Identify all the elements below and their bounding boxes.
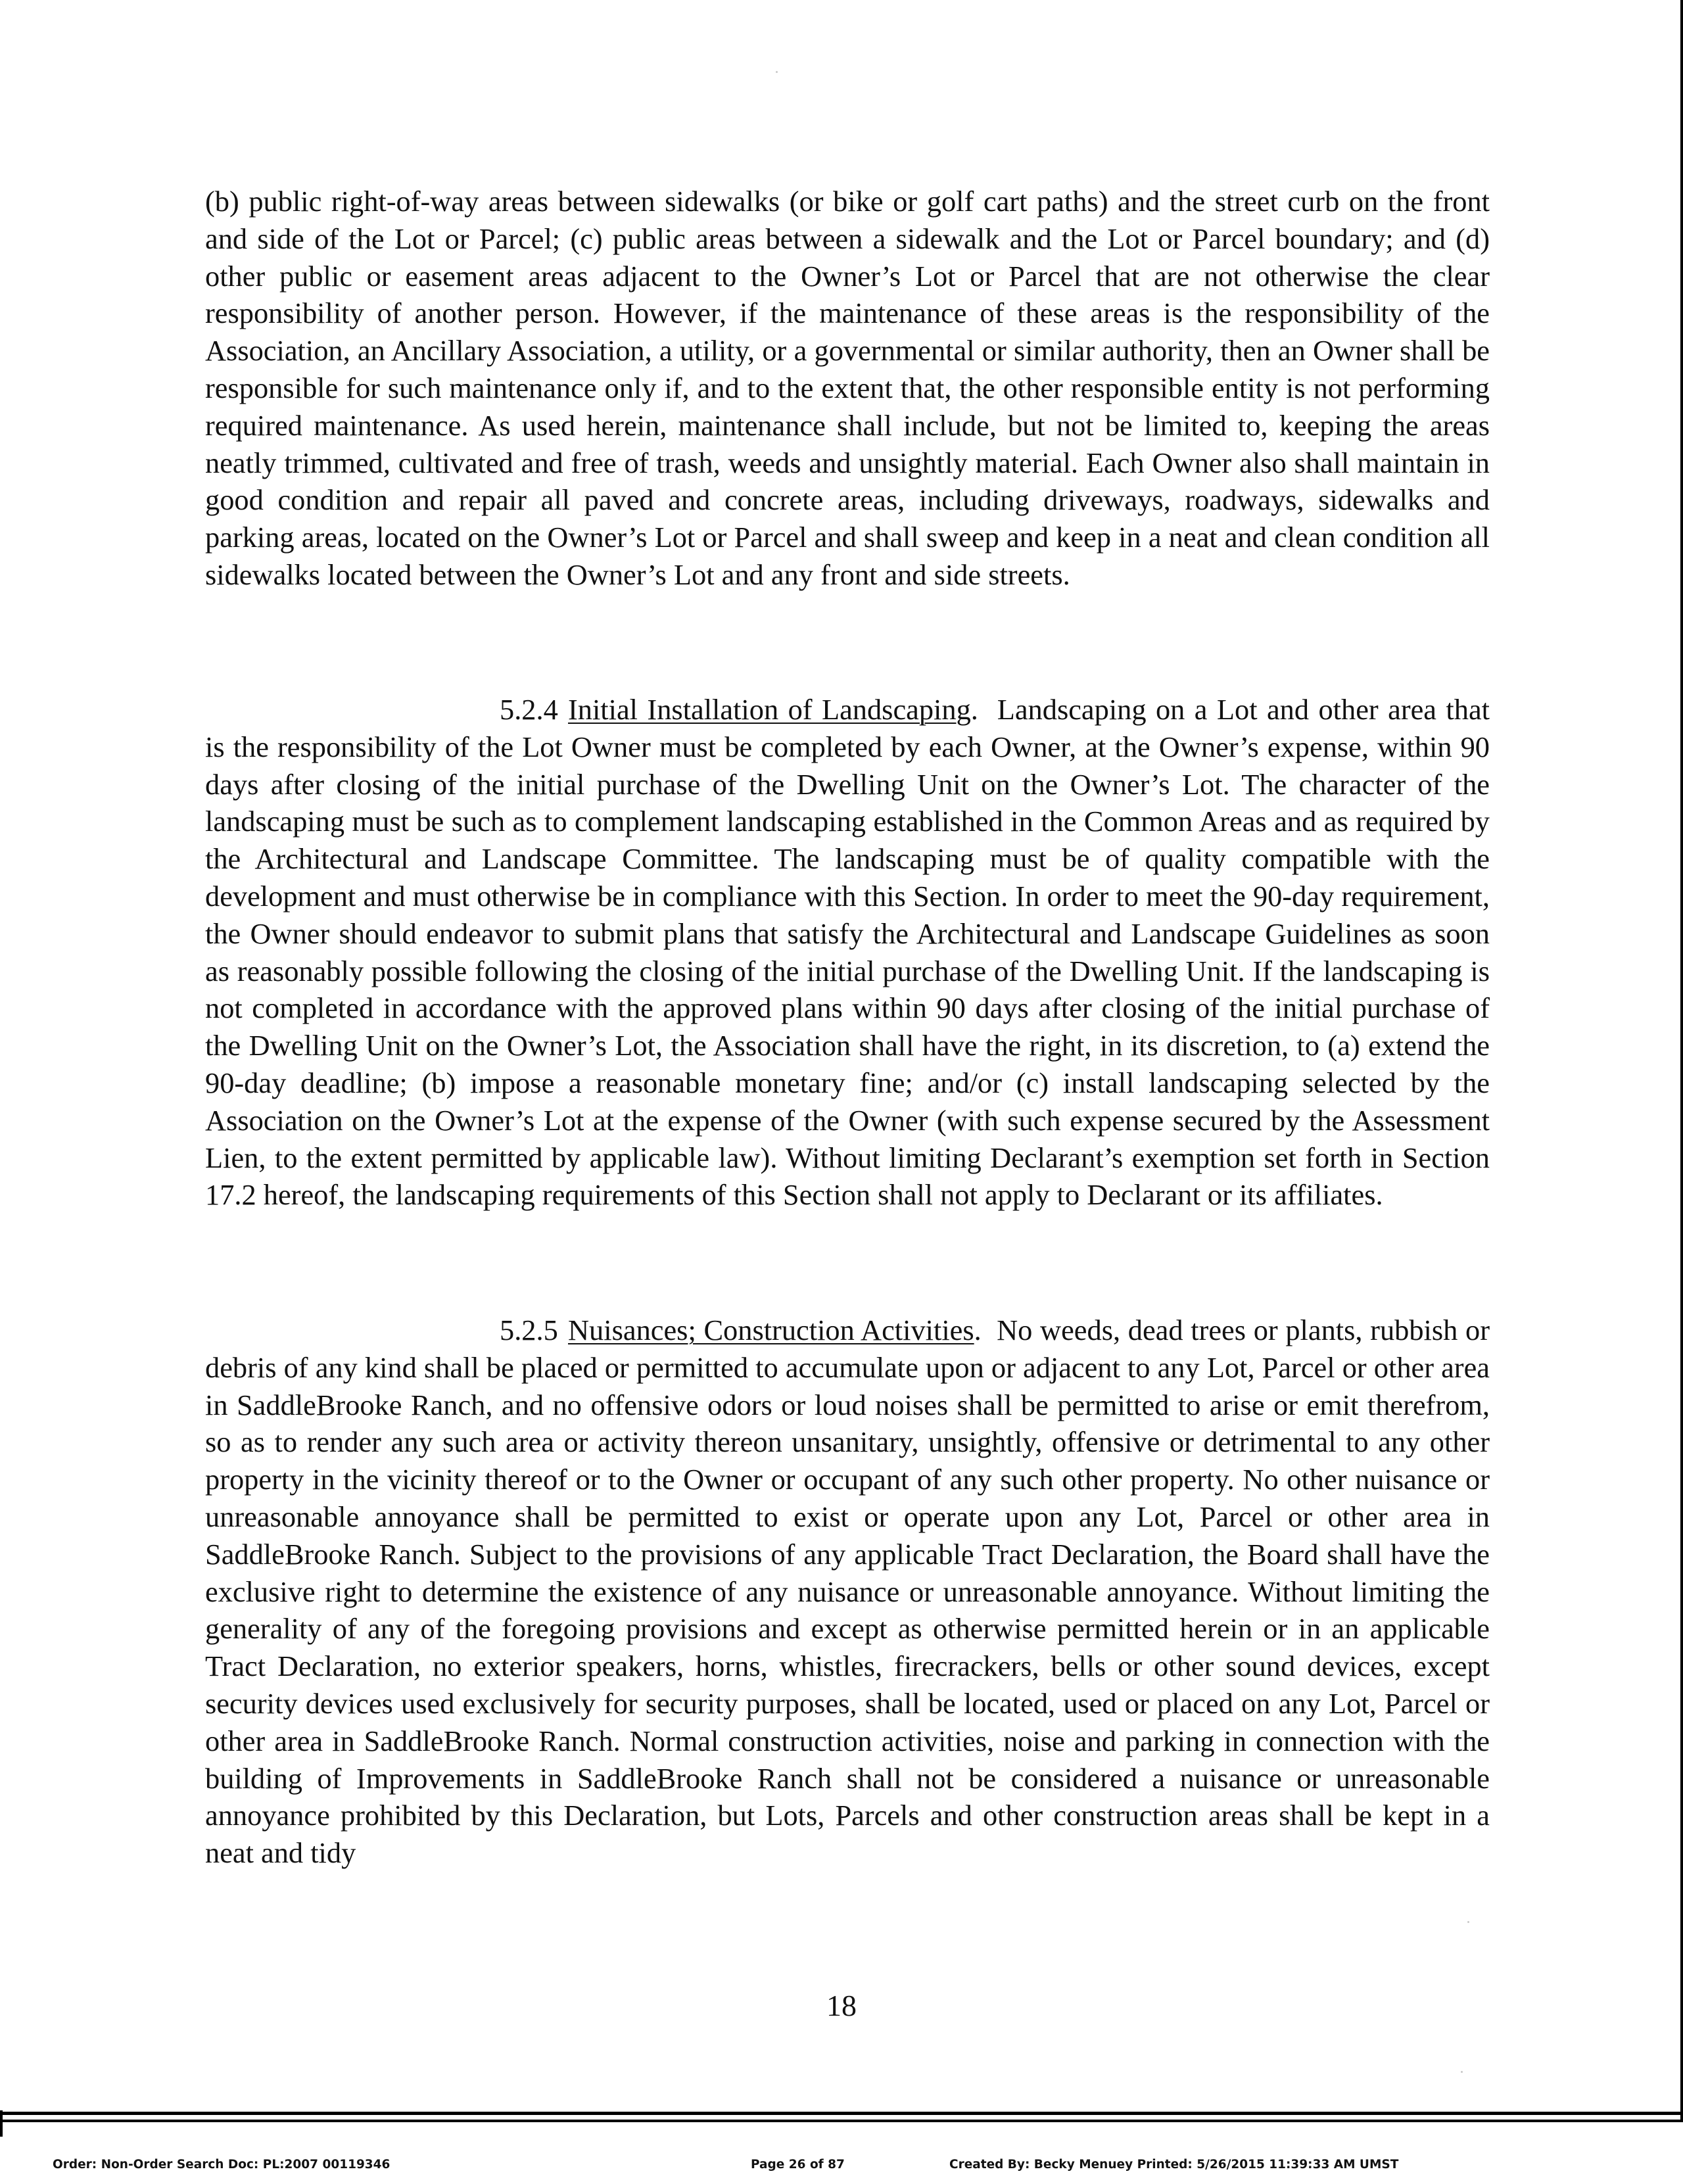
paragraph-maintenance-areas: (b) public right-of-way areas between sidewalks (or bike or golf cart paths) and the street curb on the front and side of the Lot or Parcel; (c) public areas between a sidewalk and the Lot or Parcel boundary; and (d) other public or easement areas adjacent to the Owner’s Lot or Parcel that are not otherwise the clear responsibility of another person. However, if the maintenance of these areas is the responsibility of the Association, an Ancillary Association, a utility, or a governmental or similar authority, then an Owner shall be responsible for such maintenance only if, and to the extent that, the other responsible entity is not performing required maintenance. As used herein, maintenance shall include, but not be limited to, keeping the areas neatly trimmed, cultivated and free of trash, weeds and unsightly material. Each Owner also shall maintain in good condition and repair all paved and concrete areas, including driveways, roadways, sidewalks and parking areas, located on the Owner’s Lot or Parcel and shall sweep and keep in a neat and clean condition all sidewalks located between the Owner’s Lot and any front and side streets. bbox=[205, 185, 1490, 591]
footer-divider bbox=[0, 2112, 1683, 2115]
page-number: 18 bbox=[826, 1989, 857, 2022]
page-edge bbox=[1680, 0, 1683, 2120]
footer-divider-lower bbox=[0, 2120, 1683, 2122]
section-heading: Initial Installation of Landscaping bbox=[568, 693, 971, 726]
section-5-2-5: 5.2.5 Nuisances; Construction Activities. No weeds, dead trees or plants, rubbish or debris of any kind shall be placed or permitted to accumulate upon or adjacent to any Lot, Parcel or other area in SaddleBrooke Ranch, and no offensive odors or loud noises shall be permitted to arise or emit therefrom, so as to render any such area or activity thereon unsanitary, unsightly, offensive or detrimental to any other property in the vicinity thereof or to the Owner or occupant of any such other property. No other nuisance or unreasonable annoyance shall be permitted to exist or operate upon any Lot, Parcel or other area in SaddleBrooke Ranch. Subject to the provisions of any applicable Tract Declaration, the Board shall have the exclusive right to determine the existence of any nuisance or unreasonable annoyance. Without limiting the generality of any of the foregoing provisions and except as otherwise permitted herein or in an applicable Tract Declaration, no exterior speakers, horns, whistles, firecrackers, bells or other sound devices, except security devices used exclusively for security purposes, shall be located, used or placed on any Lot, Parcel or other area in SaddleBrooke Ranch. Normal construction activities, noise and parking in connection with the building of Improvements in SaddleBrooke Ranch shall not be considered a nuisance or unreasonable annoyance prohibited by this Declaration, but Lots, Parcels and other construction areas shall be kept in a neat and tidy bbox=[205, 1312, 1490, 1872]
footer-order-info: Order: Non-Order Search Doc: PL:2007 00119346 bbox=[53, 2158, 391, 2172]
section-number: 5.2.5 bbox=[500, 1314, 558, 1346]
section-5-2-4: 5.2.4 Initial Installation of Landscaping. Landscaping on a Lot and other area that is the responsibility of the Lot Owner must be completed by each Owner, at the Owner’s expense, within 90 days after closing of the initial purchase of the Dwelling Unit on the Owner’s Lot. The character of the landscaping must be such as to complement landscaping established in the Common Areas and as required by the Architectural and Landscape Committee. The landscaping must be of quality compatible with the development and must otherwise be in compliance with this Section. In order to meet the 90-day requirement, the Owner should endeavor to submit plans that satisfy the Architectural and Landscape Guidelines as soon as reasonably possible following the closing of the initial purchase of the Dwelling Unit. If the landscaping is not completed in accordance with the approved plans within 90 days after closing of the initial purchase of the Dwelling Unit on the Owner’s Lot, the Association shall have the right, in its discretion, to (a) extend the 90-day deadline; (b) impose a reasonable monetary fine; and/or (c) install landscaping selected by the Association on the Owner’s Lot at the expense of the Owner (with such expense secured by the Assessment Lien, to the extent permitted by applicable law). Without limiting Declarant’s exemption set forth in Section 17.2 hereof, the landscaping requirements of this Section shall not apply to Declarant or its affiliates. bbox=[205, 691, 1490, 1214]
footer-page-count: Page 26 of 87 bbox=[751, 2158, 845, 2172]
section-heading: Nuisances; Construction Activities bbox=[568, 1314, 974, 1346]
scan-edge-mark bbox=[0, 2110, 3, 2137]
print-footer bbox=[0, 2158, 1683, 2177]
scan-speck bbox=[1467, 1921, 1469, 1923]
scan-speck bbox=[776, 71, 778, 73]
scan-speck bbox=[1461, 2071, 1463, 2073]
section-number: 5.2.4 bbox=[500, 693, 558, 726]
footer-created-by: Created By: Becky Menuey Printed: 5/26/2015 11:39:33 AM UMST bbox=[949, 2158, 1399, 2172]
section-body: No weeds, dead trees or plants, rubbish or debris of any kind shall be placed or permitted to accumulate upon or adjacent to any Lot, Parcel or other area in SaddleBrooke Ranch, and no offensive odors or loud noises shall be permitted to arise or emit therefrom, so as to render any such area or activity thereon unsanitary, unsightly, offensive or detrimental to any other property in the vicinity thereof or to the Owner or occupant of any such other property. No other nuisance or unreasonable annoyance shall be permitted to exist or operate upon any Lot, Parcel or other area in SaddleBrooke Ranch. Subject to the provisions of any applicable Tract Declaration, the Board shall have the exclusive right to determine the existence of any nuisance or unreasonable annoyance. Without limiting the generality of any of the foregoing provisions and except as otherwise permitted herein or in an applicable Tract Declaration, no exterior speakers, horns, whistles, firecrackers, bells or other sound devices, except security devices used exclusively for security purposes, shall be located, used or placed on any Lot, Parcel or other area in SaddleBrooke Ranch. Normal construction activities, noise and parking in connection with the building of Improvements in SaddleBrooke Ranch shall not be considered a nuisance or unreasonable annoyance prohibited by this Declaration, but Lots, Parcels and other construction areas shall be kept in a neat and tidy bbox=[205, 1314, 1490, 1870]
section-body: Landscaping on a Lot and other area that is the responsibility of the Lot Owner must be completed by each Owner, at the Owner’s expense, within 90 days after closing of the initial purchase of the Dwelling Unit on the Owner’s Lot. The character of the landscaping must be such as to complement landscaping established in the Common Areas and as required by the Architectural and Landscape Committee. The landscaping must be of quality compatible with the development and must otherwise be in compliance with this Section. In order to meet the 90-day requirement, the Owner should endeavor to submit plans that satisfy the Architectural and Landscape Guidelines as soon as reasonably possible following the closing of the initial purchase of the Dwelling Unit. If the landscaping is not completed in accordance with the approved plans within 90 days after closing of the initial purchase of the Dwelling Unit on the Owner’s Lot, the Association shall have the right, in its discretion, to (a) extend the 90-day deadline; (b) impose a reasonable monetary fine; and/or (c) install landscaping selected by the Association on the Owner’s Lot at the expense of the Owner (with such expense secured by the Assessment Lien, to the extent permitted by applicable law). Without limiting Declarant’s exemption set forth in Section 17.2 hereof, the landscaping requirements of this Section shall not apply to Declarant or its affiliates. bbox=[205, 693, 1490, 1212]
